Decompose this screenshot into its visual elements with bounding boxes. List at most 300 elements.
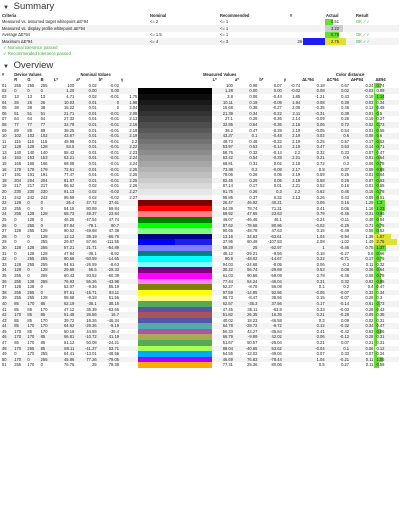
overview-cell: 0.01	[75, 167, 97, 173]
overview-cell: 15.22	[64, 105, 75, 111]
overview-toggle[interactable]	[0, 59, 400, 72]
overview-cell: 90.65	[222, 228, 233, 234]
overview-cell: 0.02	[365, 317, 374, 323]
overview-cell: 0	[13, 256, 26, 262]
overview-cell: 0	[26, 200, 39, 206]
overview-cell: 1.94	[283, 100, 301, 106]
overview-cell: 0.01	[88, 149, 97, 155]
overview-cell: 68.73	[53, 211, 75, 217]
overview-cell: 0.53	[301, 267, 325, 273]
overview-cell: -79.05	[98, 357, 120, 363]
overview-cell: 21	[2, 194, 7, 200]
overview-cell: 0	[27, 205, 30, 211]
overview-cell: 40.21	[258, 200, 282, 206]
overview-cell: -29.36	[75, 323, 97, 329]
overview-header: γ	[283, 77, 287, 83]
overview-cell: 41	[2, 306, 7, 312]
overview-table	[1, 72, 399, 368]
overview-cell: 26.47	[212, 200, 234, 206]
overview-cell: 230	[40, 189, 53, 195]
delta-e-value: 0.71	[376, 144, 385, 150]
overview-cell: 10	[1, 133, 13, 139]
delta-e-value: 0.54	[376, 217, 385, 222]
overview-cell: 51	[2, 362, 7, 368]
overview-section	[0, 59, 400, 368]
overview-cell: -8.05	[272, 261, 282, 267]
overview-cell: 0	[40, 217, 43, 222]
overview-cell: -0.02	[98, 189, 120, 195]
overview-cell: 98.68	[64, 295, 75, 301]
summary-actual-value: 2.75	[331, 38, 339, 44]
overview-cell: 140	[14, 149, 22, 155]
overview-cell: 128	[40, 267, 53, 273]
overview-cell: 0.02	[88, 194, 97, 200]
delta-e-value: 0.31	[376, 317, 385, 323]
overview-cell: 0.54	[234, 155, 258, 161]
overview-cell: 85	[40, 334, 53, 340]
overview-cell: 51.67	[222, 340, 233, 346]
overview-cell: 2.2	[283, 189, 301, 195]
overview-cell: 85	[40, 346, 53, 352]
overview-cell: -50.59	[75, 256, 97, 262]
delta-e-value: 0.76	[376, 256, 385, 262]
overview-cell: 204	[40, 178, 53, 184]
overview-cell: 45	[2, 328, 7, 334]
overview-cell: 2.19	[283, 178, 301, 184]
overview-cell: 76.76	[64, 362, 75, 368]
overview-header: b*	[98, 77, 103, 83]
overview-cell: -14.67	[258, 256, 282, 262]
overview-cell: 0.48	[365, 217, 374, 222]
overview-cell: 27.32	[64, 116, 75, 122]
overview-cell: 0.26	[234, 189, 258, 195]
overview-cell: -46.58	[270, 317, 282, 323]
overview-cell: 90.52	[64, 228, 75, 234]
overview-cell: 1.29	[350, 200, 374, 206]
overview-cell: 17	[2, 172, 7, 178]
overview-cell: 0.07	[350, 178, 374, 184]
overview-cell: 04	[1, 100, 13, 106]
overview-cell: 16	[1, 167, 13, 173]
overview-cell: -66.76	[98, 234, 120, 240]
overview-cell: 0.02	[75, 189, 97, 195]
overview-cell: 47.12	[64, 306, 75, 312]
overview-cell: 13	[40, 93, 46, 99]
collapse-triangle-icon: ▼	[3, 63, 9, 70]
overview-cell: 166	[40, 161, 48, 167]
overview-cell: -111.55	[105, 239, 119, 245]
overview-cell: 23	[2, 205, 7, 211]
overview-cell: 0	[26, 267, 39, 273]
summary-recommended: <= 1	[220, 19, 229, 25]
overview-cell: 64	[40, 116, 46, 122]
overview-cell: 51.82	[212, 312, 234, 318]
overview-cell: 85	[40, 312, 53, 318]
measured-swatch	[175, 362, 212, 368]
overview-cell: 255	[13, 211, 26, 217]
overview-cell: 0.02	[350, 122, 374, 128]
overview-header: ΔC*94	[326, 77, 339, 83]
overview-cell: 170	[26, 301, 39, 307]
overview-cell: 48.12	[222, 250, 233, 256]
overview-cell: 255	[40, 357, 53, 363]
overview-cell: 43.27	[247, 328, 258, 334]
overview-cell: 0.11	[350, 357, 374, 363]
overview-cell: 2.06	[292, 105, 301, 111]
overview-cell: 36	[1, 279, 13, 285]
overview-cell: 2.19	[292, 127, 301, 133]
overview-cell: -0.01	[109, 149, 119, 155]
overview-cell: 179	[26, 167, 39, 173]
overview-cell: 56.5	[75, 267, 97, 273]
overview-cell: 13	[2, 149, 7, 155]
summary-recommended: <= 3	[219, 38, 289, 44]
overview-cell: -0.01	[98, 111, 120, 117]
nominal-passed-note: ✓ Nominal tolerance passed	[3, 44, 58, 50]
overview-cell: 90.58	[247, 272, 258, 278]
overview-cell: 85	[14, 340, 19, 346]
overview-cell: 23.63	[258, 211, 282, 217]
recommended-passed-note: ✓ Recommended tolerance passed	[3, 50, 71, 56]
overview-cell: 42	[1, 312, 13, 318]
overview-cell: 170	[13, 357, 26, 363]
overview-cell: 0	[14, 250, 17, 256]
overview-cell: 25.36	[247, 362, 258, 368]
overview-cell: 0.34	[234, 111, 258, 117]
overview-cell: 2.2	[294, 149, 301, 155]
overview-cell: -0.3	[341, 261, 350, 267]
overview-cell: -29.33	[98, 267, 120, 273]
overview-cell: 0.53	[326, 144, 350, 150]
overview-cell: 77.47	[64, 172, 75, 178]
overview-cell: 0.01	[88, 116, 97, 122]
overview-cell: 0.79	[301, 211, 325, 217]
overview-cell: 0.28	[365, 306, 374, 312]
overview-cell: 89	[40, 127, 46, 133]
overview-cell: 0.07	[273, 82, 282, 88]
overview-cell: 39.72	[64, 317, 75, 323]
overview-cell: 03	[2, 93, 7, 99]
overview-cell: 78.06	[222, 172, 233, 178]
summary-recommended: <= 1	[219, 25, 289, 31]
overview-cell: 0.72	[316, 161, 325, 167]
delta-e-value: 0.32	[376, 261, 385, 267]
overview-cell: 07	[2, 116, 7, 122]
summary-nominal: <= 4	[149, 38, 219, 44]
overview-cell: -59.09	[270, 272, 282, 278]
overview-cell: 21.39	[212, 111, 234, 117]
delta-e-value: 1.06	[376, 356, 385, 362]
overview-cell: 35	[2, 272, 7, 278]
overview-cell: 90.66	[53, 256, 75, 262]
overview-cell: -107.83	[267, 239, 282, 245]
overview-cell: 0.41	[316, 205, 325, 211]
overview-cell: 38.25	[64, 127, 75, 133]
overview-cell: 47	[2, 340, 7, 346]
delta-e-value: 0.43	[376, 306, 385, 312]
overview-cell: -0.14	[272, 149, 282, 155]
overview-cell: 85	[40, 301, 53, 307]
overview-cell: 0.32	[326, 279, 350, 285]
overview-cell: 255	[14, 82, 22, 88]
overview-cell: 0.01	[350, 155, 374, 161]
overview-cell: 255	[27, 82, 35, 88]
overview-cell: 2.13	[292, 194, 301, 200]
overview-cell: 43	[2, 317, 7, 323]
delta-e-value: 0.5	[376, 110, 383, 116]
overview-cell: 0.01	[75, 122, 97, 128]
overview-cell: -0.01	[98, 133, 120, 139]
overview-cell: -0.48	[258, 133, 282, 139]
overview-cell: 93.11	[98, 290, 120, 296]
overview-cell: 11	[2, 138, 7, 144]
overview-cell: 0	[14, 217, 17, 222]
overview-cell: 47.45	[222, 306, 233, 312]
summary-nominal: <= 1.5	[150, 32, 162, 38]
overview-cell: 64.41	[64, 351, 75, 357]
overview-cell: 79.36	[108, 362, 119, 368]
overview-cell: 0.07	[365, 149, 374, 155]
overview-cell: -49.68	[85, 228, 97, 234]
overview-cell: 0.26	[341, 116, 350, 122]
overview-cell: 0.19	[365, 93, 374, 99]
overview-cell: 0.01	[88, 172, 97, 178]
overview-cell: 0.4	[367, 284, 374, 290]
overview-cell: 94.61	[64, 261, 75, 267]
overview-header: a*	[234, 77, 239, 83]
overview-cell: -0.36	[258, 122, 282, 128]
delta-e-cell	[374, 362, 399, 368]
overview-cell: 39	[2, 295, 7, 301]
overview-cell: -48.78	[245, 228, 258, 234]
overview-cell: 68.81	[222, 161, 233, 167]
overview-cell: -0.09	[315, 116, 325, 122]
nominal-swatch	[138, 362, 175, 368]
overview-cell: 88.11	[53, 346, 75, 352]
overview-cell: 0.01	[365, 172, 374, 178]
overview-cell: 1.38	[350, 234, 374, 240]
overview-cell: 2.26	[129, 183, 138, 189]
overview-cell: -0.09	[258, 100, 282, 106]
overview-cell: 95.85	[222, 194, 233, 200]
overview-cell: 0.17	[350, 256, 374, 262]
overview-cell: 12	[1, 144, 13, 150]
overview-cell: 38	[1, 290, 13, 296]
overview-cell: 90.9	[212, 256, 234, 262]
overview-cell: 128	[40, 295, 48, 301]
overview-cell: 37	[2, 284, 7, 290]
overview-cell: 0.83	[350, 279, 374, 285]
overview-cell: 88.04	[212, 346, 234, 352]
overview-cell: 0	[40, 205, 43, 211]
overview-cell: 128	[26, 144, 39, 150]
overview-cell: 0.01	[75, 178, 97, 184]
delta-e-value: 0.09	[376, 88, 385, 94]
overview-cell: -24.68	[245, 261, 258, 267]
overview-cell: 0.78	[316, 272, 325, 278]
overview-cell: 128	[40, 228, 48, 234]
overview-cell: 51.12	[64, 340, 75, 346]
overview-cell: 0.02	[88, 82, 97, 88]
overview-header: ΔE94	[375, 77, 386, 83]
overview-cell: -0.35	[315, 105, 325, 111]
overview-cell: -0.02	[283, 88, 301, 94]
overview-cell: 32.85	[212, 122, 234, 128]
overview-cell: 41.19	[98, 334, 120, 340]
overview-cell: 255	[14, 362, 22, 368]
overview-cell: 0.01	[88, 127, 97, 133]
overview-cell: 0.08	[350, 133, 374, 139]
overview-cell: 78.74	[247, 205, 258, 211]
overview-cell: -40.65	[234, 346, 258, 352]
overview-cell: 0.6	[367, 250, 374, 256]
overview-cell: 66.81	[53, 334, 75, 340]
overview-cell: 102	[40, 133, 53, 139]
overview-cell: 37.95	[222, 239, 233, 245]
summary-toggle[interactable]	[0, 0, 400, 13]
overview-cell: 100	[226, 82, 233, 88]
overview-cell: -0.21	[326, 357, 350, 363]
overview-cell: 2.21	[283, 155, 301, 161]
summary-header-criteria: Criteria	[2, 13, 17, 19]
overview-cell: 0.21	[316, 340, 325, 346]
overview-cell: 0.43	[341, 93, 350, 99]
overview-cell: 191	[14, 172, 22, 178]
delta-e-value: 0.64	[376, 155, 385, 161]
overview-cell: 0.33	[316, 306, 325, 312]
overview-cell: 255	[13, 290, 26, 296]
overview-cell: 51.56	[108, 295, 119, 301]
overview-cell: 26.56	[75, 312, 97, 318]
overview-cell: 0.54	[341, 127, 350, 133]
overview-cell: 255	[14, 295, 22, 301]
overview-cell: 0.72	[326, 122, 350, 128]
overview-cell: 0.8	[301, 167, 325, 173]
overview-cell: 71.31	[271, 205, 282, 211]
overview-cell: 170	[27, 340, 35, 346]
overview-cell: 02	[1, 88, 13, 94]
overview-cell: 0.21	[301, 312, 325, 318]
overview-cell: 170	[13, 312, 26, 318]
overview-cell: 0	[14, 239, 17, 245]
overview-cell: 0	[40, 284, 43, 290]
overview-cell: 48.73	[222, 138, 233, 144]
overview-cell: 42.02	[258, 334, 282, 340]
delta-e-value: 0.66	[376, 250, 385, 256]
overview-cell: 170	[27, 351, 35, 357]
overview-cell: -0.25	[326, 223, 350, 229]
overview-cell: 0.19	[234, 100, 258, 106]
overview-cell: 128	[26, 245, 39, 251]
overview-cell: 87.14	[222, 183, 233, 189]
overview-cell: 31	[2, 250, 7, 256]
delta-e-value: 0.63	[376, 177, 385, 183]
overview-cell: 0.06	[365, 161, 374, 167]
overview-cell: 0	[98, 100, 120, 106]
overview-cell: 0.02	[88, 183, 97, 189]
overview-cell: 38	[40, 105, 46, 111]
overview-cell: 51.48	[53, 312, 75, 318]
tolerance-notes	[0, 45, 400, 57]
overview-cell: 0.08	[301, 100, 325, 106]
overview-cell: 153	[13, 155, 26, 161]
overview-cell: 0.3	[258, 189, 282, 195]
overview-header: γ	[121, 77, 124, 83]
overview-cell: 19	[2, 183, 7, 189]
overview-cell: 0.43	[341, 194, 350, 200]
overview-cell: 255	[26, 346, 39, 352]
overview-cell: -0.28	[272, 127, 282, 133]
overview-cell: 53.5	[53, 144, 75, 150]
delta-e-value: 0.78	[376, 272, 385, 278]
overview-cell: 0.59	[316, 172, 325, 178]
overview-cell: -0.22	[258, 111, 282, 117]
overview-cell: 51	[13, 111, 26, 117]
delta-e-value: 0.47	[376, 323, 385, 329]
overview-cell: 0.00	[75, 88, 97, 94]
delta-e-value: 1.97	[376, 233, 385, 239]
overview-cell: 179	[40, 167, 53, 173]
overview-cell: 18	[1, 178, 13, 184]
overview-cell: 0	[116, 105, 119, 111]
overview-cell: 0.16	[326, 200, 350, 206]
overview-cell: 0.11	[365, 362, 374, 368]
overview-cell: 0.00	[234, 88, 258, 94]
table-row	[1, 362, 399, 368]
overview-cell: 0.08	[326, 267, 350, 273]
overview-cell: 63.21	[53, 155, 75, 161]
overview-cell: 64.78	[212, 323, 234, 329]
overview-cell: 34	[1, 267, 13, 273]
overview-cell: 50	[1, 357, 13, 363]
overview-cell: -52.97	[258, 245, 282, 251]
overview-cell: 46.92	[234, 200, 258, 206]
overview-cell: 46	[1, 334, 13, 340]
overview-cell: 0.63	[365, 328, 374, 334]
delta-e-value: 0.47	[376, 284, 385, 290]
overview-cell: 2.16	[120, 122, 138, 128]
overview-cell: 0.32	[316, 149, 325, 155]
overview-cell: 77	[26, 122, 39, 128]
overview-cell: 26	[1, 223, 13, 229]
overview-cell: 2.2	[131, 138, 138, 144]
overview-cell: 06	[1, 111, 13, 117]
overview-cell: 0.15	[316, 295, 325, 301]
overview-cell: 94.03	[222, 261, 233, 267]
overview-cell: 2.11	[283, 111, 301, 117]
overview-cell: 128	[27, 217, 35, 222]
overview-cell: 68.08	[64, 161, 75, 167]
delta-e-value: 1.3	[376, 200, 383, 206]
overview-cell: -0.27	[272, 105, 282, 111]
overview-cell: 0.06	[301, 334, 325, 340]
overview-cell: 59.29	[212, 245, 234, 251]
overview-cell: -0.27	[339, 250, 350, 256]
overview-cell: 1.85	[292, 93, 301, 99]
overview-cell: -0.94	[326, 234, 350, 240]
overview-cell: 72.61	[53, 167, 75, 173]
overview-cell: 128	[13, 200, 26, 206]
overview-cell: 255	[13, 279, 26, 285]
overview-cell: 2.16	[283, 122, 301, 128]
overview-cell: 60.49	[247, 239, 258, 245]
overview-cell: 77.31	[222, 362, 233, 368]
overview-cell: 0.61	[350, 301, 374, 307]
overview-cell: 0.01	[75, 155, 97, 161]
summary-header-nominal: Nominal	[150, 13, 167, 19]
overview-cell: 204	[26, 178, 39, 184]
overview-cell: 93.52	[86, 272, 97, 278]
